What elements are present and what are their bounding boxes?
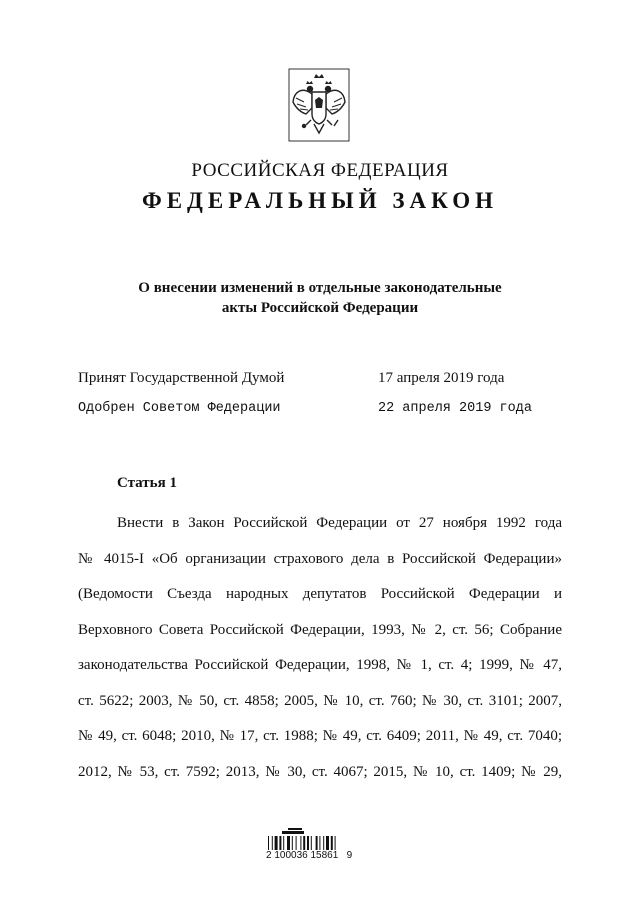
country-heading: РОССИЙСКАЯ ФЕДЕРАЦИЯ — [191, 160, 449, 181]
article-text-line: Внести в Закон Российской Федерации от 27 ноября 1992 года — [117, 515, 562, 531]
article-text-line: № 49, ст. 6048; 2010, № 17, ст. 1988; № 49, ст. 6409; 2011, № 49, ст. 7040; — [78, 728, 562, 744]
article-text-line: (Ведомости Съезда народных депутатов Российской Федерации и — [78, 586, 562, 602]
council-approval-label: Одобрен Советом Федерации — [78, 401, 281, 416]
council-approval-date: 22 апреля 2019 года — [378, 401, 532, 416]
law-title-line: акты Российской Федерации — [221, 300, 419, 316]
article-text-line: законодательства Российской Федерации, 1998, № 1, ст. 4; 1999, № 47, — [78, 657, 562, 673]
article-text-line: ст. 5622; 2003, № 50, ст. 4858; 2005, № 10, ст. 760; № 30, ст. 3101; 2007, — [78, 692, 562, 709]
law-title — [0, 278, 640, 318]
article-text-line: Верховного Совета Российской Федерации, 1993, № 2, ст. 56; Собрание — [78, 621, 562, 638]
duma-adoption-date: 17 апреля 2019 года — [378, 370, 505, 386]
barcode-number: 2 100036 15861 9 — [266, 850, 353, 861]
coat-of-arms-icon — [288, 68, 350, 142]
article-text-line: № 4015-I «Об организации страхового дела в Российской Федерации» — [78, 550, 562, 567]
law-title-line: О внесении изменений в отдельные законодательные — [138, 280, 502, 296]
article-text-line: 2012, № 53, ст. 7592; 2013, № 30, ст. 4067; 2015, № 10, ст. 1409; № 29, — [78, 763, 562, 780]
article-text — [78, 506, 562, 790]
duma-adoption-label: Принят Государственной Думой — [78, 370, 285, 386]
article-title: Статья 1 — [117, 475, 177, 491]
law-type-heading: ФЕДЕРАЛЬНЫЙ ЗАКОН — [141, 188, 499, 213]
